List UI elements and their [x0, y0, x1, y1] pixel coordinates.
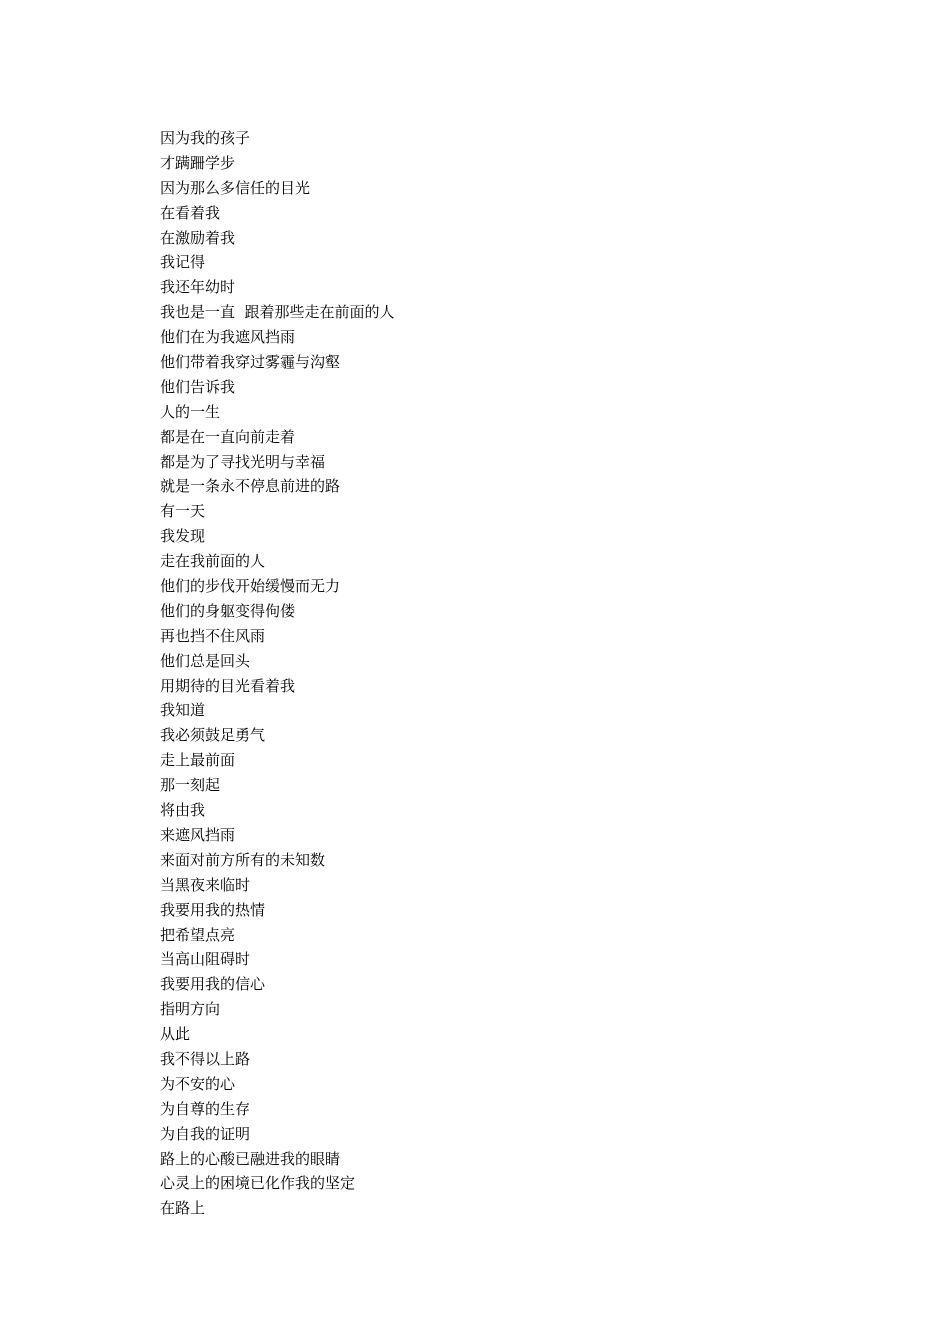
poem-line: 来面对前方所有的未知数 [160, 850, 326, 869]
poem-line: 走在我前面的人 [160, 552, 266, 571]
poem-line: 把希望点亮 [160, 925, 236, 944]
poem-line: 我要用我的信心 [160, 975, 266, 994]
poem-line: 他们的步伐开始缓慢而无力 [160, 577, 341, 596]
poem-line: 都是在一直向前走着 [160, 427, 296, 446]
poem-line: 将由我 [160, 801, 206, 820]
poem-line: 我也是一直 跟着那些走在前面的人 [160, 303, 395, 322]
poem-line: 为不安的心 [160, 1074, 236, 1093]
poem-line: 指明方向 [160, 1000, 221, 1019]
poem-line: 走上最前面 [160, 751, 236, 770]
poem-line: 因为那么多信任的目光 [160, 178, 311, 197]
poem-line: 从此 [160, 1025, 191, 1044]
poem-line: 为自尊的生存 [160, 1099, 251, 1118]
poem-line: 当黑夜来临时 [160, 875, 251, 894]
poem-line: 我要用我的热情 [160, 900, 266, 919]
poem-line: 我还年幼时 [160, 278, 236, 297]
poem-line: 他们告诉我 [160, 377, 236, 396]
poem-line: 我发现 [160, 527, 206, 546]
poem-line: 再也挡不住风雨 [160, 626, 266, 645]
poem-line: 在路上 [160, 1199, 206, 1218]
poem-line: 就是一条永不停息前进的路 [160, 477, 341, 496]
poem-line: 都是为了寻找光明与幸福 [160, 452, 326, 471]
poem-text [160, 126, 395, 1221]
poem-line: 才蹒跚学步 [160, 153, 236, 172]
poem-line: 因为我的孩子 [160, 129, 251, 147]
poem-line: 当高山阻碍时 [160, 950, 251, 969]
poem-line: 来遮风挡雨 [160, 825, 236, 844]
poem-line: 有一天 [160, 502, 206, 521]
poem-line: 在看着我 [160, 203, 221, 222]
poem-line: 那一刻起 [160, 776, 221, 795]
poem-line: 心灵上的困境已化作我的坚定 [160, 1174, 356, 1193]
poem-line: 我不得以上路 [160, 1049, 251, 1068]
poem-line: 在激励着我 [160, 228, 236, 247]
poem-line: 我知道 [160, 701, 206, 720]
poem-line: 我记得 [160, 253, 206, 272]
poem-line: 他们的身躯变得佝偻 [160, 601, 296, 620]
poem-line: 人的一生 [160, 402, 221, 421]
poem-line: 我必须鼓足勇气 [160, 726, 266, 745]
poem-line: 为自我的证明 [160, 1124, 251, 1143]
poem-line: 他们总是回头 [160, 651, 251, 670]
poem-line: 路上的心酸已融进我的眼睛 [160, 1149, 341, 1168]
poem-line: 用期待的目光看着我 [160, 676, 296, 695]
poem-line: 他们在为我遮风挡雨 [160, 328, 296, 347]
poem-line: 他们带着我穿过雾霾与沟壑 [160, 353, 341, 372]
